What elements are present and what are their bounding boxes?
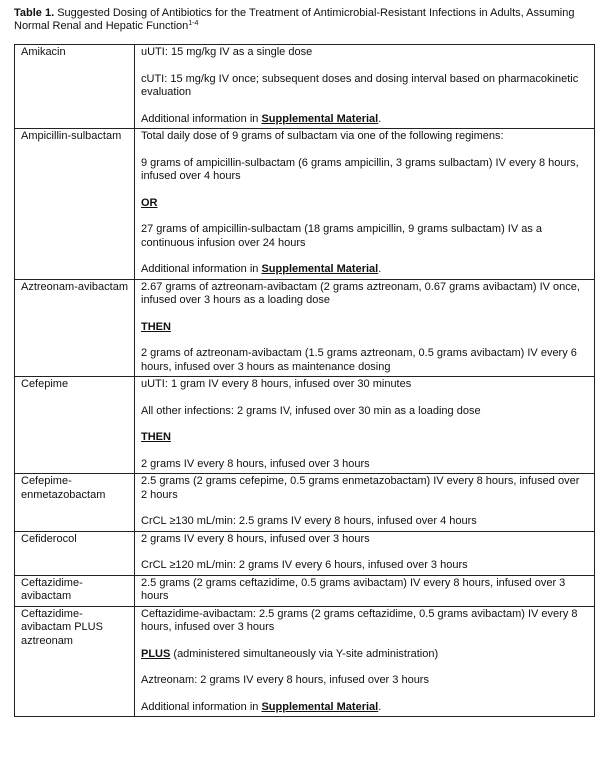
dosing-text: cUTI: 15 mg/kg IV once; subsequent doses and dosing interval based on pharmacokinetic evaluation [141, 72, 579, 98]
dosing-text: 2.5 grams (2 grams ceftazidime, 0.5 grams avibactam) IV every 8 hours, infused over 3 hours [141, 576, 566, 602]
dosing-regimen-cell [135, 474, 595, 532]
table-row [15, 606, 595, 717]
connector-keyword: THEN [141, 431, 171, 443]
dosing-paragraph [141, 608, 588, 635]
connector-keyword: PLUS [141, 647, 171, 660]
dosing-text: All other infections: 2 grams IV, infused over 30 min as a loading dose [141, 404, 481, 417]
drug-name-cell: Ampicillin-sulbactam [15, 129, 135, 280]
dosing-paragraph [141, 674, 588, 688]
dosing-table-body [15, 45, 595, 717]
table-label: Table 1. [14, 7, 55, 19]
dosing-text: 9 grams of ampicillin-sulbactam (6 grams ampicillin, 3 grams sulbactam) IV every 8 hours, infused over 4 hours [141, 156, 579, 182]
dosing-paragraph [141, 223, 588, 250]
dosing-paragraph [141, 648, 588, 662]
dosing-table [14, 44, 595, 717]
dosing-paragraph [141, 559, 588, 573]
dosing-paragraph [141, 130, 588, 144]
dosing-text: Total daily dose of 9 grams of sulbactam via one of the following regimens: [141, 130, 504, 142]
dosing-paragraph [141, 458, 588, 472]
punctuation: . [378, 700, 382, 713]
dosing-text: 2 grams of aztreonam-avibactam (1.5 grams aztreonam, 0.5 grams avibactam) IV every 6 hours, infused over 3 hours as maintenance dosing [141, 347, 577, 373]
dosing-paragraph [141, 46, 588, 60]
dosing-regimen-cell [135, 279, 595, 377]
dosing-text: CrCL ≥120 mL/min: 2 grams IV every 6 hours, infused over 3 hours [141, 559, 468, 571]
table-title: Suggested Dosing of Antibiotics for the Treatment of Antimicrobial-Resistant Infections in Adults, Assuming Normal Renal and Hepatic Function [14, 7, 575, 32]
dosing-text: 27 grams of ampicillin-sulbactam (18 grams ampicillin, 9 grams sulbactam) IV as a continuous infusion over 24 hours [141, 223, 543, 249]
drug-name-cell: Cefepime [15, 377, 135, 474]
dosing-paragraph [141, 405, 588, 419]
drug-name-cell: Cefepime-enmetazobactam [15, 474, 135, 532]
dosing-regimen-cell [135, 129, 595, 280]
dosing-text: Aztreonam: 2 grams IV every 8 hours, infused over 3 hours [141, 674, 429, 686]
dosing-regimen-cell [135, 606, 595, 717]
dosing-paragraph [141, 281, 588, 308]
punctuation: . [378, 112, 382, 125]
connector-keyword: OR [141, 196, 158, 209]
table-row [15, 279, 595, 377]
supplemental-material-link[interactable]: Supplemental Material [261, 263, 379, 275]
dosing-paragraph [141, 321, 588, 335]
reference-superscript: 1-4 [188, 20, 199, 27]
dosing-text: 2.5 grams (2 grams cefepime, 0.5 grams enmetazobactam) IV every 8 hours, infused over 2 hours [141, 475, 580, 501]
table-row [15, 474, 595, 532]
drug-name-cell: Cefiderocol [15, 531, 135, 575]
dosing-text: uUTI: 1 gram IV every 8 hours, infused over 30 minutes [141, 378, 412, 390]
dosing-text: Additional information in [141, 112, 262, 125]
dosing-paragraph [141, 73, 588, 100]
dosing-paragraph [141, 347, 588, 374]
dosing-paragraph [141, 533, 588, 547]
dosing-paragraph [141, 475, 588, 502]
dosing-paragraph [141, 701, 588, 715]
dosing-paragraph [141, 515, 588, 529]
dosing-text: 2.67 grams of aztreonam-avibactam (2 grams aztreonam, 0.67 grams avibactam) IV once, infused over 3 hours as a loading dose [141, 280, 580, 306]
dosing-text: 2 grams IV every 8 hours, infused over 3 hours [141, 532, 370, 545]
dosing-paragraph [141, 378, 588, 392]
dosing-regimen-cell [135, 377, 595, 474]
supplemental-material-link[interactable]: Supplemental Material [261, 112, 379, 125]
table-row [15, 531, 595, 575]
dosing-paragraph [141, 197, 588, 211]
dosing-text: Additional information in [141, 263, 262, 275]
dosing-paragraph [141, 157, 588, 184]
dosing-regimen-cell [135, 575, 595, 606]
drug-name-cell: Aztreonam-avibactam [15, 279, 135, 377]
dosing-paragraph [141, 431, 588, 445]
dosing-text: (administered simultaneously via Y-site administration) [170, 647, 439, 660]
drug-name-cell: Ceftazidime-avibactam PLUS aztreonam [15, 606, 135, 717]
dosing-text: Ceftazidime-avibactam: 2.5 grams (2 grams ceftazidime, 0.5 grams avibactam) IV every 8 hours, infused over 3 hours [141, 607, 578, 633]
punctuation: . [378, 263, 382, 275]
table-row [15, 129, 595, 280]
table-caption [14, 7, 599, 33]
dosing-paragraph [141, 113, 588, 127]
table-row [15, 575, 595, 606]
supplemental-material-link[interactable]: Supplemental Material [261, 700, 379, 713]
dosing-text: 2 grams IV every 8 hours, infused over 3 hours [141, 457, 370, 470]
table-row [15, 377, 595, 474]
drug-name-cell: Ceftazidime-avibactam [15, 575, 135, 606]
connector-keyword: THEN [141, 320, 171, 333]
dosing-text: Additional information in [141, 700, 262, 713]
table-row [15, 45, 595, 129]
dosing-text: uUTI: 15 mg/kg IV as a single dose [141, 46, 313, 58]
dosing-text: CrCL ≥130 mL/min: 2.5 grams IV every 8 hours, infused over 4 hours [141, 515, 477, 527]
drug-name-cell: Amikacin [15, 45, 135, 129]
dosing-paragraph [141, 577, 588, 604]
dosing-regimen-cell [135, 531, 595, 575]
dosing-regimen-cell [135, 45, 595, 129]
dosing-paragraph [141, 263, 588, 277]
